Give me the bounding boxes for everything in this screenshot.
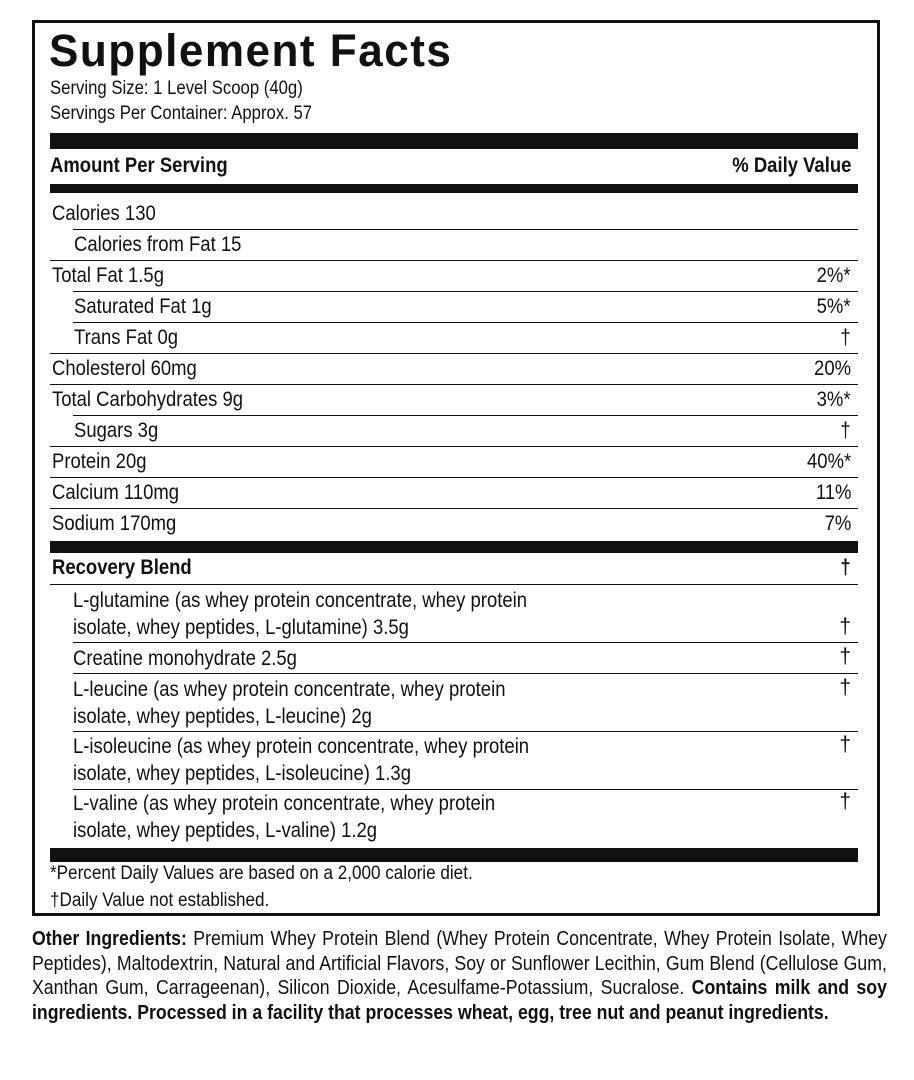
row-divider (73, 291, 858, 292)
blend-item: L-isoleucine (as whey protein concentrate, whey protein isolate, whey peptides, L-isoleucine) 1.3g (73, 735, 530, 785)
servings-per-container: Servings Per Container: Approx. 57 (50, 103, 313, 124)
supplement-facts-panel (32, 20, 880, 916)
row-divider (73, 673, 858, 674)
allergen-warning: Contains milk and soy ingredients. Processed in a facility that processes wheat, egg, tree nut and peanut ingredients. (32, 977, 887, 1024)
blend-dv: † (840, 556, 851, 579)
nutrient-dv: 2%* (817, 264, 851, 287)
thick-divider (50, 848, 858, 862)
nutrient-dv: † (840, 419, 851, 442)
footnote-percent: *Percent Daily Values are based on a 2,000 calorie diet. (50, 863, 473, 884)
nutrient-label: Calcium 110mg (52, 481, 180, 504)
row-divider (50, 353, 858, 354)
row-divider (50, 508, 858, 509)
nutrient-dv: 11% (815, 481, 851, 504)
row-divider (50, 260, 858, 261)
nutrient-label: Trans Fat 0g (74, 326, 179, 349)
blend-item-dv: † (839, 645, 851, 668)
thick-divider (50, 541, 858, 553)
nutrient-label: Protein 20g (52, 450, 147, 473)
nutrient-label: Calories 130 (52, 202, 156, 225)
nutrient-dv: 20% (814, 357, 851, 380)
nutrient-dv: 3%* (817, 388, 851, 411)
nutrient-label: Sugars 3g (74, 419, 159, 442)
row-divider (73, 322, 858, 323)
column-header (50, 154, 851, 180)
nutrient-label: Sodium 170mg (52, 512, 177, 535)
other-ingredients-label: Other Ingredients: (32, 928, 187, 950)
blend-item: L-leucine (as whey protein concentrate, whey protein isolate, whey peptides, L-leucine) 2g (73, 678, 506, 728)
row-divider (73, 731, 858, 732)
row-divider (50, 477, 858, 478)
thick-divider (50, 133, 858, 149)
row-divider (73, 229, 858, 230)
blend-item-dv: † (839, 790, 851, 813)
blend-title: Recovery Blend (52, 556, 192, 579)
blend-item-dv: † (839, 615, 851, 638)
nutrient-label: Saturated Fat 1g (74, 295, 212, 318)
other-ingredients (32, 927, 887, 1025)
footnote-dagger: †Daily Value not established. (50, 890, 270, 911)
nutrient-label: Cholesterol 60mg (52, 357, 197, 380)
blend-item: L-glutamine (as whey protein concentrate, whey protein isolate, whey peptides, L-glutamine) 3.5g (73, 589, 528, 639)
other-ingredients-text: Premium Whey Protein Blend (Whey Protein Concentrate, Whey Protein Isolate, Whey Peptides), Maltodextrin, Natural and Artificial Flavors, Soy or Sunflower Lecithin, Gum Blend (Cellulose Gum, Xanthan Gum, Carrageenan), Silicon Dioxide, Acesulfame-Potassium, Sucralose. (32, 928, 887, 999)
row-divider (73, 415, 858, 416)
nutrient-label: Total Fat 1.5g (52, 264, 164, 287)
nutrient-label: Total Carbohydrates 9g (52, 388, 244, 411)
blend-item: L-valine (as whey protein concentrate, whey protein isolate, whey peptides, L-valine) 1.2g (73, 792, 496, 842)
serving-size: Serving Size: 1 Level Scoop (40g) (50, 78, 303, 99)
panel-title: Supplement Facts (49, 25, 453, 76)
blend-item: Creatine monohydrate 2.5g (73, 647, 297, 670)
nutrient-dv: † (840, 326, 851, 349)
row-divider (50, 446, 858, 447)
amount-per-serving-label: Amount Per Serving (50, 154, 228, 177)
nutrient-label: Calories from Fat 15 (74, 233, 242, 256)
blend-item-dv: † (839, 676, 851, 699)
row-divider (73, 642, 858, 643)
medium-divider (50, 184, 858, 193)
daily-value-label: % Daily Value (731, 154, 851, 177)
nutrient-dv: 7% (824, 512, 851, 535)
nutrient-dv: 5%* (817, 295, 851, 318)
nutrient-dv: 40%* (806, 450, 851, 473)
blend-item-dv: † (839, 733, 851, 756)
row-divider (50, 384, 858, 385)
row-divider (50, 584, 858, 585)
